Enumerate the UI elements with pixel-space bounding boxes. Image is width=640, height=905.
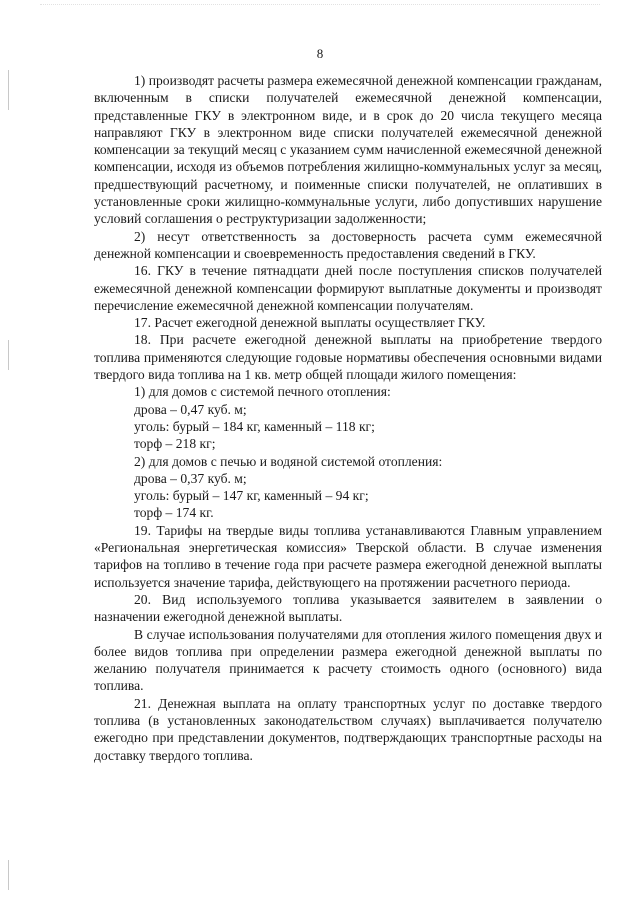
norm-line: 1) для домов с системой печного отопления:	[134, 384, 391, 400]
norm-line: дрова – 0,47 куб. м;	[134, 401, 247, 417]
scan-edge-mark	[8, 860, 9, 890]
norm-line: торф – 218 кг;	[134, 436, 216, 452]
paragraph-20-continuation: В случае использования получателями для отопления жилого помещения двух и более видов топлива при определении размера ежегодной денежной выплаты по желанию получателя принимается к расчету стоимость одного (основного) вида топлива.	[94, 626, 602, 694]
norm-line: 2) для домов с печью и водяной системой отопления:	[134, 453, 443, 469]
paragraph-20: 20. Вид используемого топлива указывается заявителем в заявлении о назначении ежегодной денежной выплаты.	[94, 591, 602, 625]
paragraph-item-2: 2) несут ответственность за достоверность расчета сумм ежемесячной денежной компенсации и своевременность предоставления сведений в ГКУ.	[94, 228, 602, 261]
page-number: 8	[316, 46, 324, 61]
norm-line: дрова – 0,37 куб. м;	[134, 470, 247, 486]
scan-artifact-top	[40, 4, 600, 6]
paragraph-19: 19. Тарифы на твердые виды топлива устанавливаются Главным управлением «Региональная энергетическая комиссия» Тверской области. В случае изменения тарифов на топливо в течение года при расчете размера ежегодной денежной выплаты используется значение тарифа, действующего на протяжении расчетного периода.	[94, 522, 602, 590]
norm-line: уголь: бурый – 184 кг, каменный – 118 кг;	[134, 418, 375, 434]
document-body	[94, 72, 602, 764]
norm-line: торф – 174 кг.	[134, 505, 214, 521]
scan-edge-mark	[8, 340, 9, 370]
paragraph-21: 21. Денежная выплата на оплату транспортных услуг по доставке твердого топлива (в установленных законодательством случаях) выплачивается получателю ежегодно при представлении документов, подтверждающих транспортные расходы на доставку твердого топлива.	[94, 695, 602, 763]
paragraph-16: 16. ГКУ в течение пятнадцати дней после поступления списков получателей ежемесячной денежной компенсации формируют выплатные документы и производят перечисление ежемесячной денежной компенсации получателям.	[94, 263, 602, 313]
paragraph-17: 17. Расчет ежегодной денежной выплаты осуществляет ГКУ.	[134, 315, 486, 331]
paragraph-item-1: 1) производят расчеты размера ежемесячной денежной компенсации гражданам, включенным в списки получателей ежемесячной денежной компенсации, представленные ГКУ в электронном виде, и в срок до 20 числа текущего месяца направляют ГКУ в электронном виде списки получателей ежемесячной денежной компенсации за текущий месяц с указанием сумм начисленной ежемесячной денежной компенсации, исходя из объемов потребления жилищно-коммунальных услуг за месяц, предшествующий расчетному, и поименные списки получателей, не оплативших в установленные сроки жилищно-коммунальные услуги, либо допустивших нарушение условий соглашения о реструктуризации задолженности;	[94, 73, 602, 227]
norm-line: уголь: бурый – 147 кг, каменный – 94 кг;	[134, 488, 369, 504]
paragraph-18: 18. При расчете ежегодной денежной выплаты на приобретение твердого топлива применяются следующие годовые нормативы обеспечения основными видами твердого вида топлива на 1 кв. метр общей площади жилого помещения:	[94, 332, 602, 383]
scan-edge-mark	[8, 70, 9, 110]
